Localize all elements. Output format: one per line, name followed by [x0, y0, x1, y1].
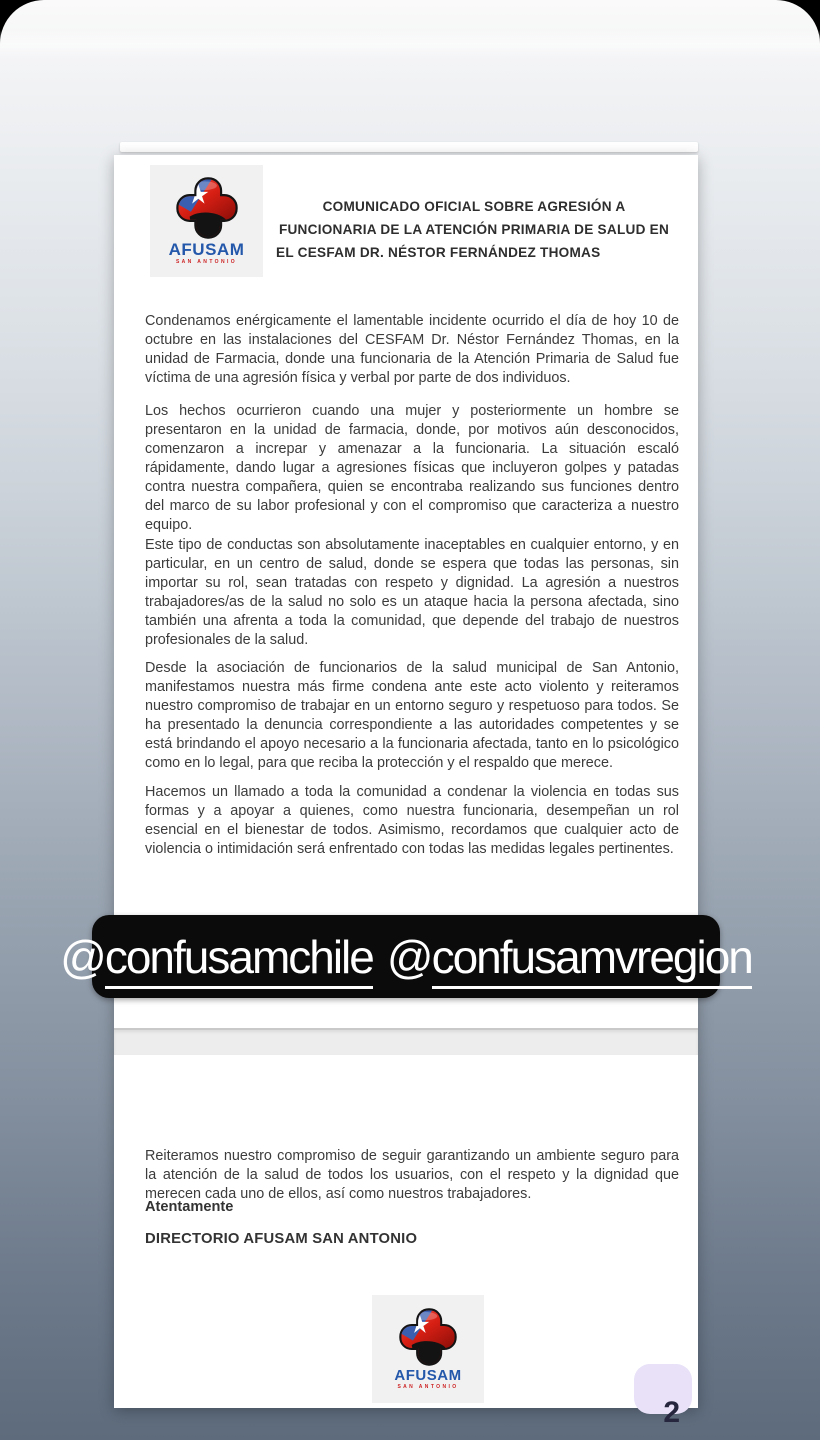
afusam-logo [372, 1295, 484, 1403]
closing-text: Atentamente [145, 1199, 234, 1215]
mention-confusamvregion[interactable] [387, 930, 752, 984]
document [114, 155, 698, 1429]
document-paragraph: Los hechos ocurrieron cuando una mujer y posteriormente un hombre se presentaron en la unidad de farmacia, donde, por motivos aún desconocidos, comenzaron a increpar y amenazar a la funcionaria. La situación escaló rápidamente, dando lugar a agresiones físicas que incluyeron golpes y patadas contra nuestra compañera, quien se encontraba realizando sus funciones dentro del marco de su labor profesional y con el compromiso que caracteriza a nuestro equipo. [145, 403, 679, 534]
page-break [114, 1028, 698, 1055]
title-line: COMUNICADO OFICIAL SOBRE AGRESIÓN A [322, 199, 626, 214]
page-number: 2 [663, 1396, 680, 1429]
logo-subtitle: SAN ANTONIO [175, 259, 238, 265]
afusam-cross-icon [399, 1308, 457, 1366]
document-page-edge [120, 142, 698, 152]
title-line: FUNCIONARIA DE LA ATENCIÓN PRIMARIA DE SALUD EN [278, 222, 670, 237]
logo-acronym: AFUSAM [168, 240, 245, 259]
signature-text: DIRECTORIO AFUSAM SAN ANTONIO [145, 1231, 418, 1247]
at-sign: @ [386, 930, 432, 983]
afusam-logo [150, 165, 263, 277]
at-sign: @ [60, 930, 105, 983]
document-paragraph: Reiteramos nuestro compromiso de seguir garantizando un ambiente seguro para la atención de la salud de todos los usuarios, con el respeto y la dignidad que merecen cada uno de ellos, así como nuestros trabajadores. [145, 1148, 679, 1203]
title-line: EL CESFAM DR. NÉSTOR FERNÁNDEZ THOMAS [276, 245, 601, 260]
page-number-badge [634, 1364, 692, 1429]
document-paragraph: Desde la asociación de funcionarios de la salud municipal de San Antonio, manifestamos nuestra más firme condena ante este acto violento y reiteramos nuestro compromiso de trabajar en un entorno seguro y respetuoso para todos. Se ha presentado la denuncia correspondiente a las autoridades competentes y se está brindando el apoyo necesario a la funcionaria afectada, tanto en lo psicológico como en lo legal, para que reciba la protección y el respaldo que merece. [145, 660, 679, 772]
logo-acronym: AFUSAM [394, 1367, 462, 1384]
mention-name: confusamvregion [432, 931, 752, 989]
logo-subtitle: SAN ANTONIO [397, 1384, 459, 1390]
document-paragraph: Condenamos enérgicamente el lamentable incidente ocurrido el día de hoy 10 de octubre en las instalaciones del CESFAM Dr. Néstor Fernández Thomas, en la unidad de Farmacia, donde una funcionaria de la Atención Primaria de Salud fue víctima de una agresión física y verbal por parte de dos individuos. [145, 313, 679, 387]
background-sheen [0, 30, 820, 58]
document-title [276, 195, 672, 264]
document-paragraph: Hacemos un llamado a toda la comunidad a condenar la violencia en todas sus formas y a apoyar a quienes, como nuestra funcionaria, desempeñan un rol esencial en el bienestar de todos. Asimismo, recordamos que cualquier acto de violencia o intimidación será enfrentado con todas las medidas legales pertinentes. [145, 784, 679, 858]
document-paragraph: Este tipo de conductas son absolutamente inaceptables en cualquier entorno, y en particular, en un centro de salud, donde se espera que todas las personas, sin importar su rol, sean tratadas con respeto y dignidad. La agresión a nuestros trabajadores/as de la salud no solo es un ataque hacia la persona afectada, sino también una afrenta a toda la comunidad, que depende del trabajo de nuestros profesionales de la salud. [145, 537, 679, 649]
mention-sticker[interactable] [60, 915, 752, 998]
mention-confusamchile[interactable] [60, 930, 373, 984]
mention-name: confusamchile [105, 931, 373, 989]
afusam-cross-icon [176, 177, 238, 239]
